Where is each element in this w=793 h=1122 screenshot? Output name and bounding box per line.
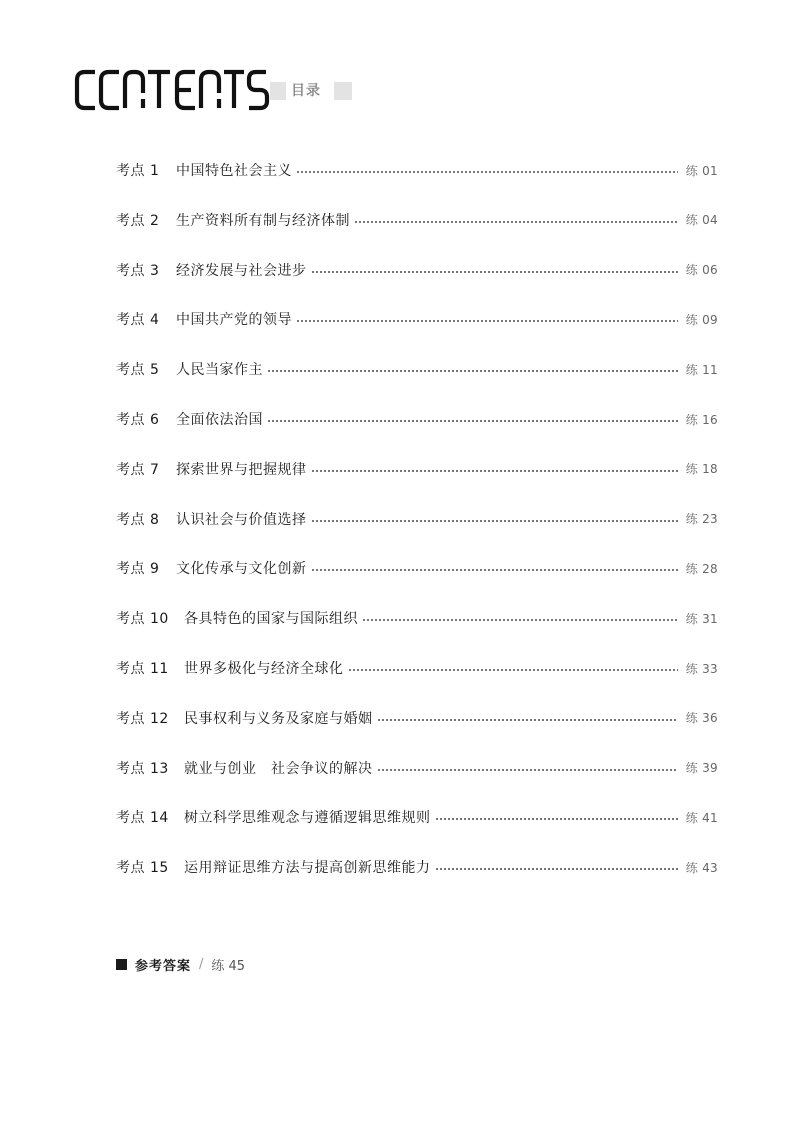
toc-entry-label: 考点 2 <box>116 212 160 229</box>
toc-entry[interactable] <box>116 407 718 431</box>
toc-entry-label: 考点 11 <box>116 661 169 677</box>
answers-entry[interactable] <box>116 954 245 974</box>
toc-entry-page-number: 练 33 <box>685 661 718 676</box>
toc-entry-label: 考点 10 <box>116 611 169 628</box>
toc-entry[interactable] <box>116 756 718 780</box>
answers-page-number: 练 45 <box>211 958 246 974</box>
square-bullet-icon <box>116 959 127 970</box>
toc-entry-page-number: 练 28 <box>685 561 718 576</box>
toc-entry-title: 世界多极化与经济全球化 <box>184 661 344 677</box>
toc-entry-page-number: 练 01 <box>685 163 718 178</box>
toc-entry[interactable] <box>116 258 718 282</box>
toc-entry[interactable] <box>116 457 718 481</box>
band-right-bar <box>334 82 352 100</box>
dot-leader <box>296 320 678 322</box>
page-subtitle: 目录 <box>291 83 321 99</box>
toc-entry-label: 考点 9 <box>116 561 160 578</box>
band-left-bar <box>270 82 286 100</box>
toc-entry-page-number: 练 11 <box>685 362 718 377</box>
toc-entry-title: 文化传承与文化创新 <box>176 561 307 578</box>
toc-entry-title: 认识社会与价值选择 <box>176 511 307 528</box>
toc-entry[interactable] <box>116 307 718 331</box>
dot-leader <box>377 719 678 721</box>
dot-leader <box>354 221 678 223</box>
toc-entry-label: 考点 1 <box>116 163 160 179</box>
toc-entry[interactable] <box>116 507 718 531</box>
toc-entry[interactable] <box>116 357 718 381</box>
toc-entry-page-number: 练 31 <box>685 611 718 626</box>
page-header <box>74 62 374 122</box>
toc-entry-label: 考点 4 <box>116 312 160 329</box>
dot-leader <box>311 569 678 571</box>
toc-entry-title: 就业与创业 社会争议的解决 <box>184 760 373 777</box>
toc-entry-page-number: 练 41 <box>685 810 718 825</box>
toc-entry-title: 各具特色的国家与国际组织 <box>184 611 358 628</box>
toc-entry-label: 考点 8 <box>116 511 160 528</box>
toc-entry-label: 考点 14 <box>116 810 169 827</box>
toc-entry[interactable] <box>116 556 718 580</box>
dot-leader <box>435 818 678 820</box>
toc-entry-title: 中国共产党的领导 <box>176 312 292 329</box>
toc-entry-page-number: 练 18 <box>685 462 718 477</box>
toc-entry-page-number: 练 04 <box>685 213 718 228</box>
toc-entry[interactable] <box>116 706 718 730</box>
toc-entry-title: 全面依法治国 <box>176 412 263 428</box>
dot-leader <box>348 669 678 671</box>
dot-leader <box>435 868 678 870</box>
toc-entry-title: 经济发展与社会进步 <box>176 262 307 279</box>
toc-entry-page-number: 练 06 <box>685 263 718 278</box>
toc-entry-title: 树立科学思维观念与遵循逻辑思维规则 <box>184 810 431 827</box>
toc-entry[interactable] <box>116 158 718 182</box>
contents-logo <box>74 66 270 114</box>
toc-entry-label: 考点 12 <box>116 710 169 727</box>
toc-entry[interactable] <box>116 855 718 879</box>
toc-entry-label: 考点 13 <box>116 760 169 777</box>
toc-entry-page-number: 练 43 <box>685 860 718 875</box>
toc-entry-title: 生产资料所有制与经济体制 <box>176 212 350 229</box>
toc-entry[interactable] <box>116 656 718 680</box>
answers-separator: / <box>199 956 204 972</box>
dot-leader <box>362 619 678 621</box>
dot-leader <box>267 420 678 422</box>
toc-entry-title: 探索世界与把握规律 <box>176 461 307 478</box>
dot-leader <box>311 520 678 522</box>
dot-leader <box>377 769 678 771</box>
toc-entry-title: 人民当家作主 <box>176 362 263 379</box>
toc-entry[interactable] <box>116 606 718 630</box>
toc-entry-label: 考点 6 <box>116 412 160 428</box>
toc-entry[interactable] <box>116 805 718 829</box>
toc-entry-page-number: 练 36 <box>685 711 718 726</box>
toc-entry-label: 考点 15 <box>116 860 169 877</box>
toc-entry-title: 民事权利与义务及家庭与婚姻 <box>184 710 373 727</box>
toc-entry-page-number: 练 09 <box>685 312 718 327</box>
toc-entry-label: 考点 7 <box>116 461 160 478</box>
toc-entry-page-number: 练 39 <box>685 761 718 776</box>
toc-entry-title: 中国特色社会主义 <box>176 163 292 179</box>
dot-leader <box>311 271 678 273</box>
dot-leader <box>296 171 678 173</box>
dot-leader <box>311 470 678 472</box>
toc-entry-title: 运用辩证思维方法与提高创新思维能力 <box>184 860 431 877</box>
dot-leader <box>267 370 678 372</box>
toc-entry-page-number: 练 16 <box>685 412 718 427</box>
subtitle-band <box>270 82 352 100</box>
toc-entry-label: 考点 3 <box>116 262 160 279</box>
toc-entry-page-number: 练 23 <box>685 512 718 527</box>
toc-entry-label: 考点 5 <box>116 362 160 379</box>
answers-label: 参考答案 <box>135 958 192 974</box>
toc-entry[interactable] <box>116 208 718 232</box>
